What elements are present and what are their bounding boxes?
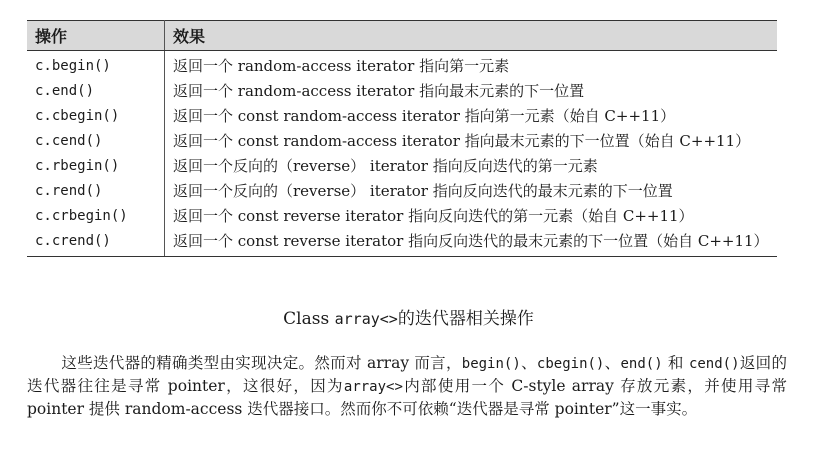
code-array: array<> <box>343 379 403 395</box>
table-caption <box>0 304 817 329</box>
paragraph-text: 、 <box>520 354 537 372</box>
operation-cell: c.crbegin() <box>27 204 165 229</box>
table-row <box>27 79 777 104</box>
iterator-operations-table <box>27 20 777 257</box>
code-cbegin: cbegin() <box>536 356 605 372</box>
effect-cell: 返回一个 const random-access iterator 指向第一元素（始自 C++11） <box>173 107 676 125</box>
table-row <box>27 179 777 204</box>
effect-cell: 返回一个反向的（reverse） iterator 指向反向迭代的第一元素 <box>173 157 598 175</box>
table-row <box>27 229 777 257</box>
effect-cell: 返回一个 const reverse iterator 指向反向迭代的最末元素的下一位置（始自 C++11） <box>165 229 778 257</box>
paragraph-text: 这些迭代器的精确类型由实现决定。然而对 array 而言， <box>61 354 462 372</box>
table-row <box>27 51 777 80</box>
effect-cell: 返回一个 const random-access iterator 指向最末元素的下一位置（始自 C++11） <box>173 132 751 150</box>
caption-prefix: Class <box>283 309 335 329</box>
paragraph-text: 和 <box>662 354 689 372</box>
operation-cell: c.cbegin() <box>27 104 165 129</box>
effect-cell: 返回一个 const reverse iterator 指向反向迭代的第一元素（始自 C++11） <box>173 207 694 225</box>
table-row <box>27 129 777 154</box>
header-effect: 效果 <box>165 21 778 51</box>
caption-suffix: 的迭代器相关操作 <box>397 309 534 329</box>
table-header-row <box>27 21 777 51</box>
code-end: end() <box>620 356 663 372</box>
effect-cell: 返回一个反向的（reverse） iterator 指向反向迭代的最末元素的下一位置 <box>173 182 673 200</box>
operation-cell: c.cend() <box>27 129 165 154</box>
operation-cell: c.end() <box>27 79 165 104</box>
table-row <box>27 154 777 179</box>
paragraph-text: 、 <box>604 354 621 372</box>
caption-code: array<> <box>334 310 398 328</box>
code-begin: begin() <box>461 356 521 372</box>
paragraph-text: 返回的迭代器往往是寻常 pointer，这很好，因为 <box>27 354 787 395</box>
operation-cell: c.begin() <box>27 51 165 80</box>
table-row <box>27 104 777 129</box>
code-cend: cend() <box>688 356 740 372</box>
header-operation: 操作 <box>27 21 165 51</box>
effect-cell: 返回一个 random-access iterator 指向第一元素 <box>173 57 510 75</box>
paragraph-text: 内部使用一个 C-style array 存放元素，并使用寻常 pointer 提供 random-access 迭代器接口。然而你不可依赖“迭代器是寻常 pointer”这一事实。 <box>27 377 787 418</box>
body-paragraph <box>27 352 787 430</box>
operation-cell: c.crend() <box>27 229 165 257</box>
operation-cell: c.rend() <box>27 179 165 204</box>
effect-cell: 返回一个 random-access iterator 指向最末元素的下一位置 <box>173 82 585 100</box>
table-row <box>27 204 777 229</box>
operation-cell: c.rbegin() <box>27 154 165 179</box>
